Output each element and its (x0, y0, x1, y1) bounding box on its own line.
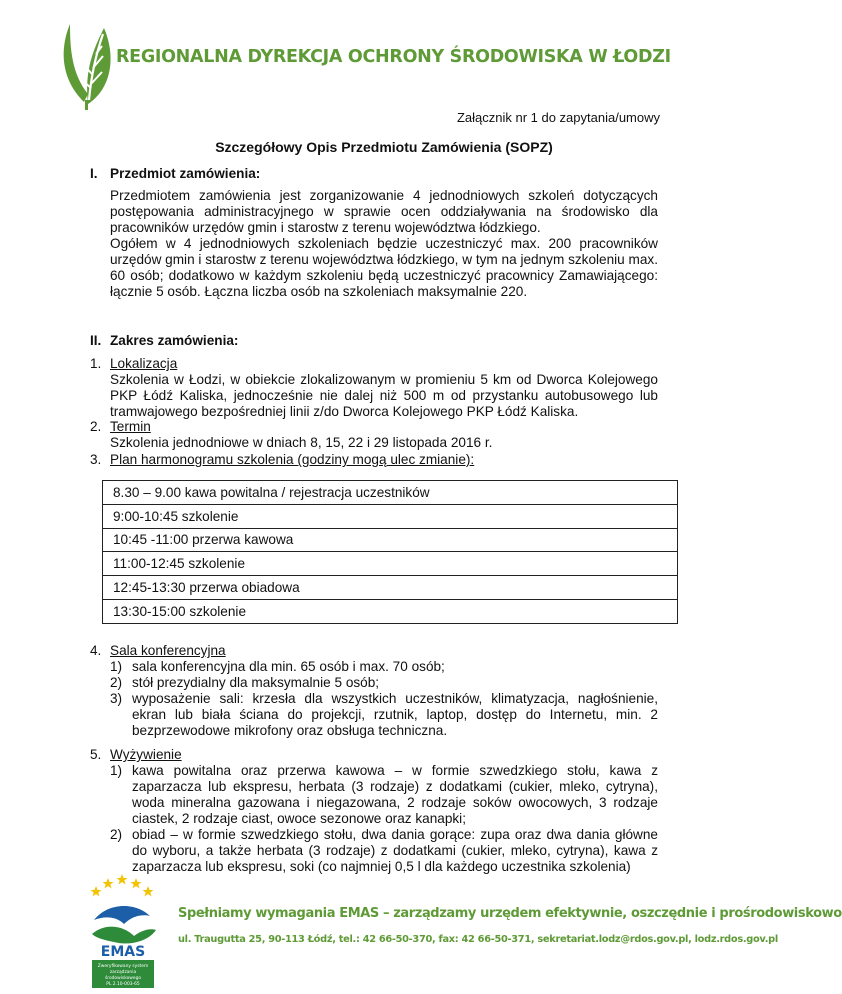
list-item-text: wyposażenie sali: krzesła dla wszystkich uczestników, klimatyzacja, nagłośnienie, ekran lub biała ściana do projekcji, rzutnik, laptop, dostęp do Internetu, min. 2 bezprzewodowe mikrofony oraz obsługa techniczna. (132, 691, 658, 738)
item-number: 1. (90, 356, 102, 371)
item-text: Szkolenia jednodniowe w dniach 8, 15, 22 i 29 listopada 2016 r. (110, 435, 493, 450)
table-row (103, 504, 678, 528)
section-1-title: Przedmiot zamówienia: (110, 166, 261, 181)
item-number: 4. (90, 643, 102, 658)
section-1-heading (90, 166, 260, 181)
table-row (103, 552, 678, 576)
list-item (110, 827, 658, 875)
list-item-number: 1) (110, 659, 123, 674)
table-row (103, 599, 678, 623)
item-label: Sala konferencyjna (110, 643, 226, 658)
section-1-body (110, 188, 658, 300)
list-item-text: sala konferencyjna dla min. 65 osób i max. 70 osób; (132, 659, 445, 674)
item-label: Plan harmonogramu szkolenia (godziny mogą ulec zmianie): (110, 452, 475, 467)
list-item-number: 2) (110, 675, 123, 690)
document-title: Szczegółowy Opis Przedmiotu Zamówienia (SOPZ) (215, 139, 553, 155)
item-schedule (90, 452, 658, 468)
section-2-heading (90, 333, 238, 348)
schedule-cell: 8.30 – 9.00 kawa powitalna / rejestracja uczestników (103, 481, 678, 505)
list-item (110, 763, 658, 827)
item-text: Szkolenia w Łodzi, w obiekcie zlokalizowanym w promieniu 5 km od Dworca Kolejowego PKP Łódź Kaliska, jednocześnie nie dalej niż 500 m od przystanku autobusowego lub tramwajowego bezpośredniej linii z/do Dworca Kolejowego PKP Łódź Kaliska. (110, 372, 658, 419)
list-item (110, 691, 658, 739)
list-item-number: 2) (110, 827, 123, 842)
emas-logo-icon (84, 872, 162, 990)
item-term (90, 419, 658, 451)
item-location (90, 356, 658, 420)
item-number: 2. (90, 419, 102, 434)
item-number: 5. (90, 747, 102, 762)
item-label: Lokalizacja (110, 356, 178, 371)
emas-subtext-3: środowiskowego (104, 976, 142, 981)
section-2-number: II. (90, 333, 102, 348)
list-item-text: stół prezydialny dla maksymalnie 5 osób; (132, 675, 380, 690)
table-row (103, 481, 678, 505)
item-number: 3. (90, 452, 102, 467)
footer-slogan: Spełniamy wymagania EMAS – zarządzamy urzędem efektywnie, oszczędnie i prośrodowiskowo (178, 906, 842, 921)
emas-subtext-1: Zweryfikowany system (97, 964, 149, 969)
list-item-number: 3) (110, 691, 123, 706)
section-1-paragraph-2: Ogółem w 4 jednodniowych szkoleniach będzie uczestniczyć max. 200 pracowników urzędów gmin i starostw z terenu województwa łódzkiego, w tym na jednym szkoleniu max. 60 osób; dodatkowo w każdym szkoleniu będą uczestniczyć pracownicy Zamawiającego: łącznie 5 osób. Łączna liczba osób na szkoleniach maksymalnie 220. (110, 236, 658, 299)
list-item-text: kawa powitalna oraz przerwa kawowa – w formie szwedzkiego stołu, kawa z zaparzacza lub ekspresu, herbata (3 rodzaje) z dodatkami (cukier, mleko, cytryna), woda mineralna gazowana i niegazowana, 2 rodzaje soków owocowych, 3 rodzaje ciastek, 2 rodzaje ciast, owoce sezonowe oraz kanapki; (132, 763, 658, 826)
footer-address: ul. Traugutta 25, 90-113 Łódź, tel.: 42 66-50-370, fax: 42 66-50-371, sekretariat.lodz@rdos.gov.pl, lodz.rdos.gov.pl (178, 934, 778, 945)
list-item-text: obiad – w formie szwedzkiego stołu, dwa dania gorące: zupa oraz dwa dania główne do wyboru, a także herbata (3 rodzaje) z dodatkami (cukier, mleko, cytryna), kawa z zaparzacza lub ekspresu, soki (co najmniej 0,5 l dla każdego uczestnika szkolenia) (132, 827, 658, 874)
item-conference-room (90, 643, 658, 739)
table-row (103, 528, 678, 552)
section-2-title: Zakres zamówienia: (110, 333, 239, 348)
item-label: Wyżywienie (110, 747, 182, 762)
list-item (110, 675, 658, 691)
section-1-number: I. (90, 166, 98, 181)
schedule-cell: 10:45 -11:00 przerwa kawowa (103, 528, 678, 552)
schedule-cell: 9:00-10:45 szkolenie (103, 504, 678, 528)
list-item-number: 1) (110, 763, 123, 778)
list-item (110, 659, 658, 675)
emas-subtext-2: zarządzania (109, 970, 137, 975)
schedule-table (102, 480, 678, 624)
schedule-cell: 11:00-12:45 szkolenie (103, 552, 678, 576)
emas-label: EMAS (100, 944, 146, 960)
organization-name: REGIONALNA DYREKCJA OCHRONY ŚRODOWISKA W ŁODZI (116, 47, 671, 67)
table-row (103, 576, 678, 600)
schedule-cell: 12:45-13:30 przerwa obiadowa (103, 576, 678, 600)
annex-note: Załącznik nr 1 do zapytania/umowy (456, 110, 660, 125)
section-1-paragraph-1: Przedmiotem zamówienia jest zorganizowanie 4 jednodniowych szkoleń dotyczących postępowania administracyjnego w sprawie ocen oddziaływania na środowisko dla pracowników urzędów gmin i starostw z terenu województwa łódzkiego. (110, 188, 658, 235)
schedule-cell: 13:30-15:00 szkolenie (103, 599, 678, 623)
item-label: Termin (110, 419, 151, 434)
emas-registration: PL 2.10-003-65 (106, 982, 140, 987)
rdos-leaf-logo-icon (58, 18, 116, 110)
item-catering (90, 747, 658, 875)
